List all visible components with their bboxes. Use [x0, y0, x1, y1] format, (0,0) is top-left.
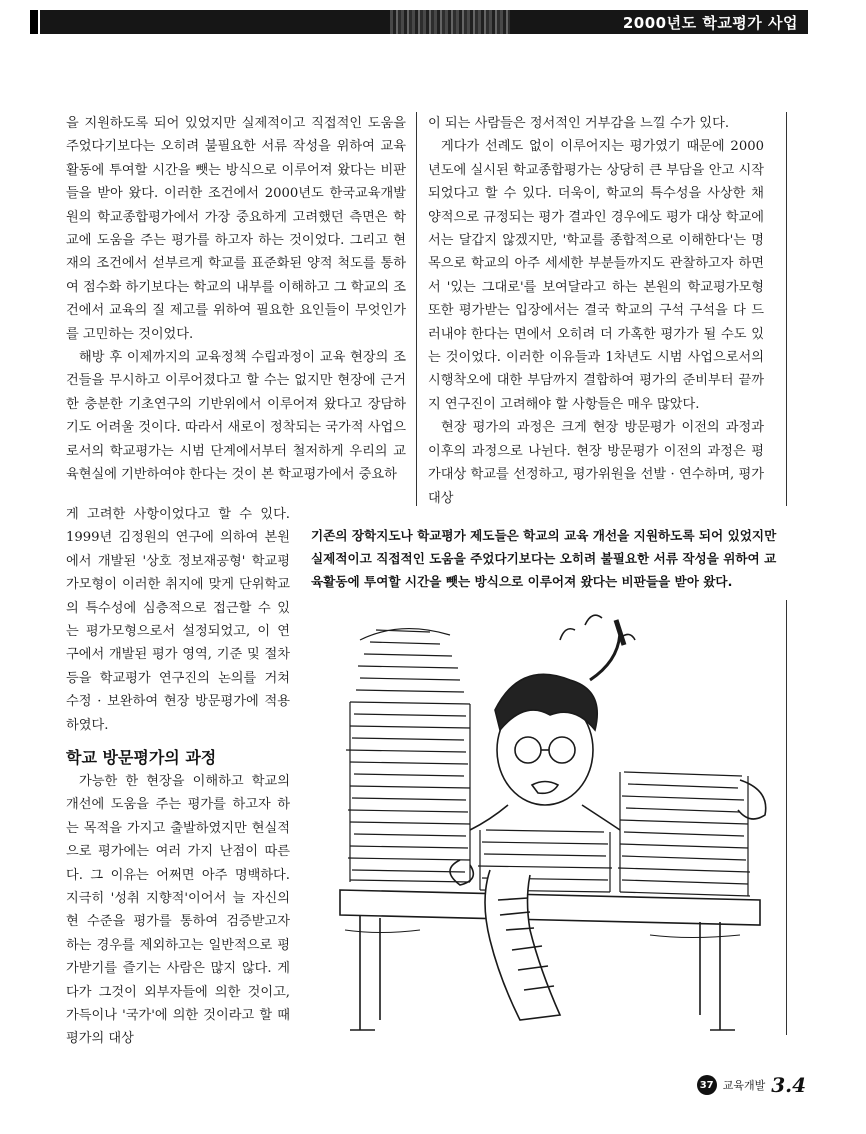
page-number-badge: 37 [697, 1075, 717, 1095]
narrow-column [66, 503, 290, 737]
left-paragraph-1: 을 지원하도록 되어 있었지만 실제적이고 직접적인 도움을 주었다기보다는 오히려 불필요한 서류 작성을 위하여 교육활동에 투여할 시간을 뺏는 방식으로 이루어져 왔다는 비판들을 받아 왔다. 이러한 조건에서 2000년도 한국교육개발원의 학교종합평가에서 가장 중요하게 고려했던 측면은 학교에 도움을 주는 평가를 하고자 하는 것이었다. 그리고 현재의 조건에서 섣부르게 학교를 표준화된 양적 척도를 통하여 점수화 하기보다는 학교의 내부를 이해하고 그 학교의 조건에서 교육의 질 제고를 위하여 필요한 요인들이 무엇인가를 고민하는 것이었다. [66, 116, 406, 342]
right-column [428, 112, 764, 510]
overwhelmed-teacher-at-desk-icon [320, 600, 780, 1040]
right-paragraph-1: 이 되는 사람들은 정서적인 거부감을 느낄 수가 있다. [428, 116, 730, 131]
narrow-paragraph: 게 고려한 사항이었다고 할 수 있다. 1999년 김정원의 연구에 의하여 본원에서 개발된 '상호 정보재공형' 학교평가모형이 이러한 취지에 맞게 단위학교의 특수성에 심층적으로 접근할 수 있는 평가모형으로서 설정되었고, 이 연구에서 개발된 평가 영역, 기준 및 절차 등을 학교평가 연구진의 논의를 거쳐 수정 · 보완하여 현장 방문평가에 적용하였다. [66, 507, 290, 733]
header-bar [30, 10, 808, 34]
magazine-name: 교육개발 [722, 1079, 766, 1092]
right-paragraph-2: 게다가 선례도 없이 이루어지는 평가였기 때문에 2000년도에 실시된 학교종합평가는 상당히 큰 부담을 안고 시작되었다고 할 수 있다. 더욱이, 학교의 특수성을 사상한 채 양적으로 규정되는 평가 결과인 경우에도 평가 대상 학교에서는 달갑지 않겠지만, '학교를 종합적으로 이해한다'는 명목으로 학교의 아주 세세한 부분들까지도 관찰하고자 하면서 '있는 그대로'를 보여달라고 하는 본원의 학교평가모형 또한 평가받는 입장에서는 결국 학교의 구석 구석을 다 드러내야 한다는 면에서 오히려 더 가혹한 평가가 될 수도 있는 것이었다. 이러한 이유들과 1차년도 시범 사업으로서의 시행착오에 대한 부담까지 결합하여 평가의 준비부터 끝까지 연구진이 고려해야 할 사항들은 매우 많았다. [428, 139, 764, 412]
header-left-block [30, 10, 40, 34]
pull-quote: 기존의 장학지도나 학교평가 제도들은 학교의 교육 개선을 지원하도록 되어 있었지만 실제적이고 직접적인 도움을 주었다기보다는 오히려 불필요한 서류 작성을 위하여 교육활동에 투여할 시간을 뺏는 방식으로 이루어져 왔다는 비판들을 받아 왔다. [311, 528, 777, 589]
column-divider [416, 112, 417, 506]
footer [697, 1073, 806, 1097]
right-paragraph-3: 현장 평가의 과정은 크게 현장 방문평가 이전의 과정과 이후의 과정으로 나뉜다. 현장 방문평가 이전의 과정은 평가대상 학교를 선정하고, 평가위원을 선발 · 연수하며, 평가대상 [428, 420, 764, 506]
illustration-edge-line [786, 600, 787, 1035]
left-paragraph-2: 해방 후 이제까지의 교육정책 수립과정이 교육 현장의 조건들을 무시하고 이루어졌다고 할 수는 없지만 현장에 근거한 충분한 기초연구의 기반위에서 이루어져 왔다고 장담하기도 어려울 것이다. 따라서 새로이 정착되는 국가적 사업으로서의 학교평가는 시범 단계에서부터 철저하게 우리의 교육현실에 기반하여야 한다는 것이 본 학교평가에서 중요하 [66, 350, 406, 483]
header-mosaic-pattern [390, 10, 510, 34]
section-paragraph: 가능한 한 현장을 이해하고 학교의 개선에 도움을 주는 평가를 하고자 하는 목적을 가지고 출발하였지만 현실적으로 평가에는 여러 가지 난점이 따른다. 그 이유는 어쩌면 아주 명백하다. 지극히 '성취 지향적'이어서 늘 자신의 현 수준을 평가를 통하여 검증받고자 하는 경우를 제외하고는 일반적으로 평가받기를 즐기는 사람은 많지 않다. 게다가 그것이 외부자들에 의한 것이고, 가득이나 '국가'에 의한 것이라고 할 때 평가의 대상 [66, 774, 290, 1047]
section-title: 학교 방문평가의 과정 [66, 748, 217, 767]
issue-number: 3.4 [771, 1073, 806, 1097]
section-column [66, 770, 290, 1051]
right-edge-line [786, 112, 787, 506]
left-column [66, 112, 406, 487]
header-title: 2000년도 학교평가 사업 [622, 14, 798, 32]
